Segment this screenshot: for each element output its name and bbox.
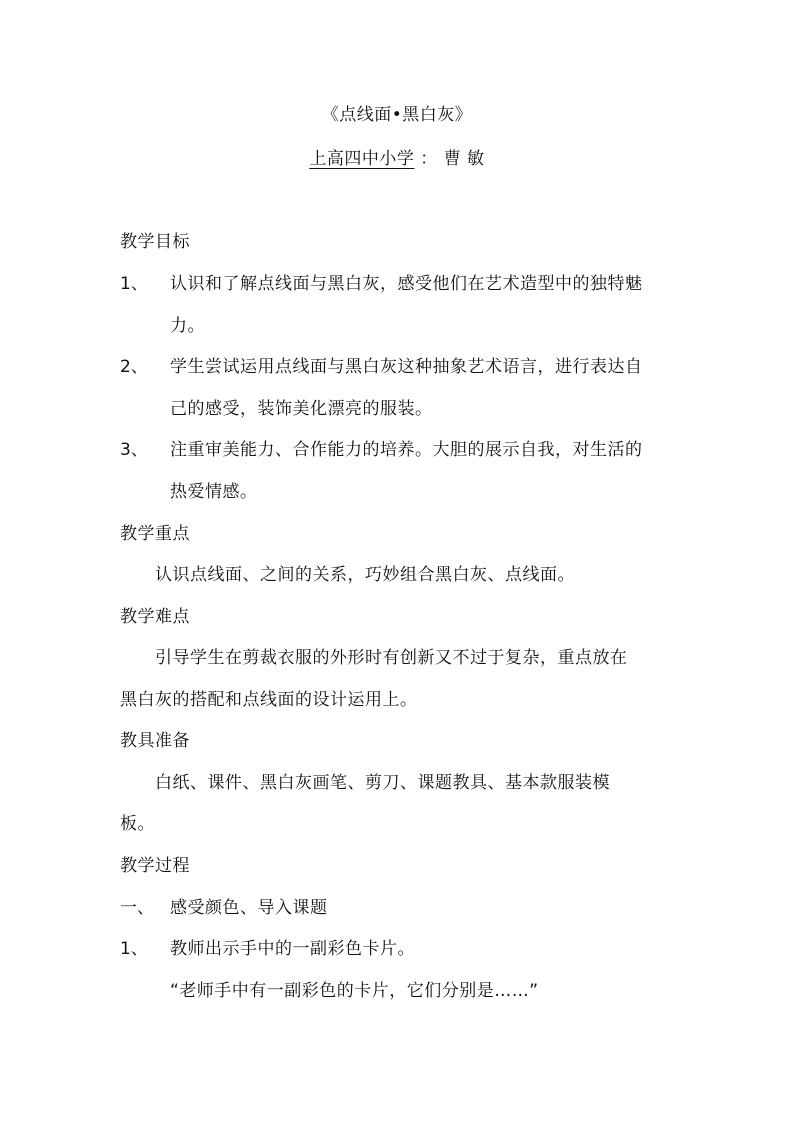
- goal-3-line-1: 注重审美能力、合作能力的培养。大胆的展示自我，对生活的: [170, 440, 643, 460]
- process-section-number: 一、: [120, 898, 154, 918]
- process-step-1-text: 教师出示手中的一副彩色卡片。: [170, 939, 415, 959]
- goal-3-line-2: 热爱情感。: [170, 482, 258, 502]
- author-separator: ：: [420, 149, 438, 169]
- process-step-number-1: 1、: [120, 939, 148, 959]
- section-heading-materials: 教具准备: [120, 731, 190, 751]
- section-heading-difficulties: 教学难点: [120, 607, 190, 627]
- key-points-text: 认识点线面、之间的关系，巧妙组合黑白灰、点线面。: [155, 565, 575, 585]
- goal-number-3: 3、: [120, 440, 148, 460]
- goal-2-line-2: 己的感受，装饰美化漂亮的服装。: [170, 399, 433, 419]
- difficulties-line-1: 引导学生在剪裁衣服的外形时有创新又不过于复杂，重点放在: [155, 648, 628, 668]
- goal-1-line-1: 认识和了解点线面与黑白灰，感受他们在艺术造型中的独特魅: [170, 274, 643, 294]
- school-name: 上高四中小学: [309, 149, 415, 169]
- materials-line-1: 白纸、课件、黑白灰画笔、剪刀、课题教具、基本款服装模: [155, 773, 610, 793]
- goal-number-1: 1、: [120, 274, 148, 294]
- section-heading-process: 教学过程: [120, 856, 190, 876]
- goal-2-line-1: 学生尝试运用点线面与黑白灰这种抽象艺术语言，进行表达自: [170, 357, 643, 377]
- process-section-title: 感受颜色、导入课题: [170, 898, 328, 918]
- materials-line-2: 板。: [120, 814, 155, 834]
- goal-number-2: 2、: [120, 357, 148, 377]
- goal-1-line-2: 力。: [170, 316, 205, 336]
- difficulties-line-2: 黑白灰的搭配和点线面的设计运用上。: [120, 690, 418, 710]
- teacher-name: 曹 敏: [443, 149, 485, 169]
- author-line: [0, 147, 794, 171]
- section-heading-goals: 教学目标: [120, 232, 190, 252]
- document-title: 《点线面•黑白灰》: [321, 105, 473, 125]
- process-quote: “老师手中有一副彩色的卡片，它们分别是……”: [170, 981, 539, 1001]
- section-heading-key-points: 教学重点: [120, 524, 190, 544]
